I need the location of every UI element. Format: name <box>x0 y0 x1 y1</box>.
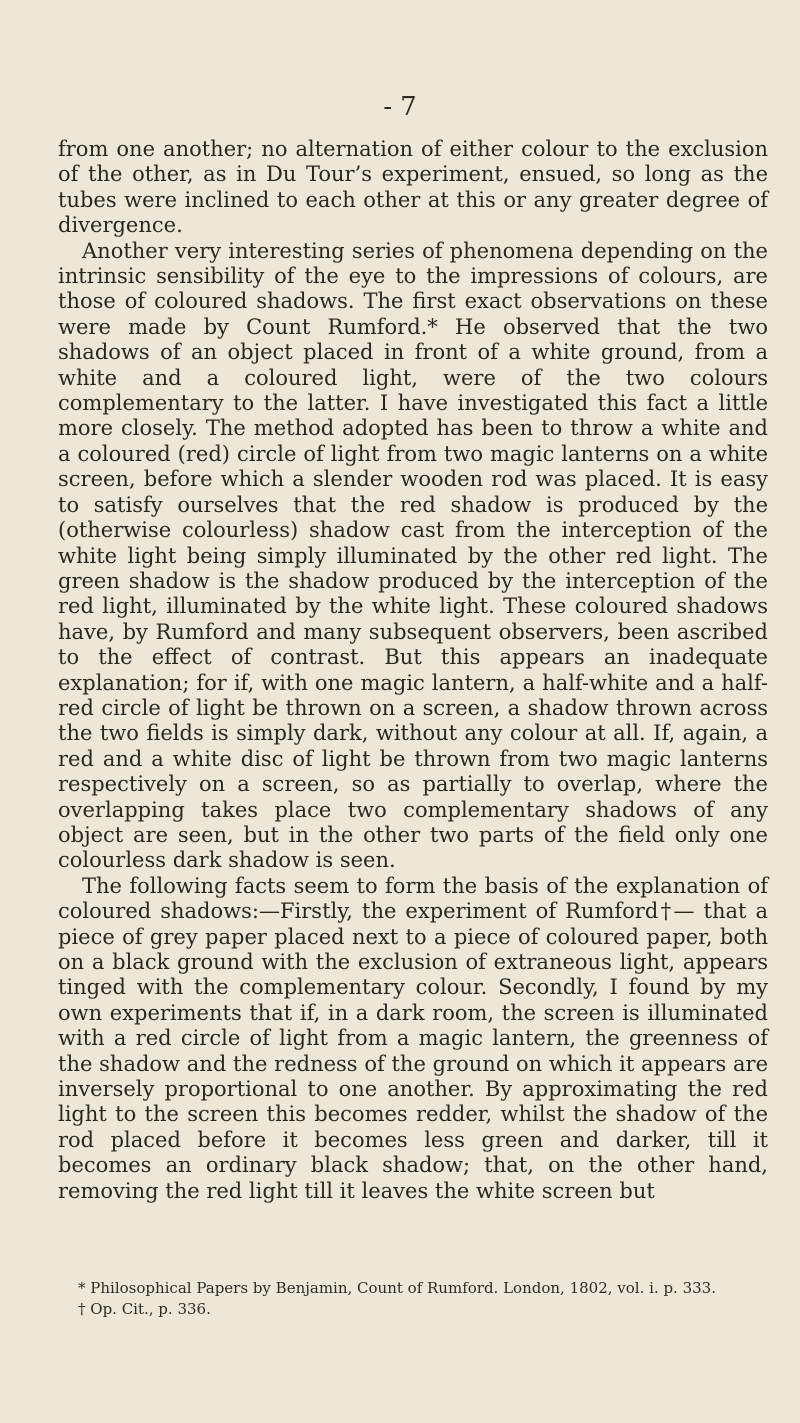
body-text <box>58 137 768 1204</box>
paragraph-coloured-shadows: Another very interesting series of phenomena depending on the intrinsic sensibility of the eye to the impressions of colours, are those of coloured shadows. The first exact observations on these were made by Count Rumford.* He observed that the two shadows of an object placed in front of a white ground, from a white and a coloured light, were of the two colours complementary to the latter. I have investigated this fact a little more closely. The method adopted has been to throw a white and a coloured (red) circle of light from two magic lanterns on a white screen, before which a slender wooden rod was placed. It is easy to satisfy ourselves that the red shadow is produced by the (otherwise colourless) shadow cast from the interception of the white light being simply illuminated by the other red light. The green shadow is the shadow produced by the interception of the red light, illuminated by the white light. These coloured shadows have, by Rumford and many subsequent observers, been ascribed to the effect of contrast. But this appears an inadequate explanation; for if, with one magic lantern, a half-white and a half-red circle of light be thrown on a screen, a shadow thrown across the two fields is simply dark, without any colour at all. If, again, a red and a white disc of light be thrown from two magic lanterns respectively on a screen, so as partially to overlap, where the overlapping takes place two complementary shadows of any object are seen, but in the other two parts of the field only one colourless dark shadow is seen. <box>58 238 768 873</box>
paragraph-explanation: The following facts seem to form the basis of the explanation of coloured shadows:—Firstly, the experiment of Rumford†— that a piece of grey paper placed next to a piece of coloured paper, both on a black ground with the exclusion of extraneous light, appears tinged with the complementary colour. Secondly, I found by my own experiments that if, in a dark room, the screen is illuminated with a red circle of light from a magic lantern, the greenness of the shadow and the redness of the ground on which it appears are inversely proportional to one another. By approximating the red light to the screen this becomes redder, whilst the shadow of the rod placed before it becomes less green and darker, till it becomes an ordinary black shadow; that, on the other hand, removing the red light till it leaves the white screen but <box>58 873 768 1203</box>
page-number-dash: - <box>383 92 393 122</box>
page-number-value: 7 <box>400 92 417 122</box>
page-number <box>0 92 800 122</box>
footnote-op-cit: † Op. Cit., p. 336. <box>78 1300 211 1318</box>
footnote-rumford-papers: * Philosophical Papers by Benjamin, Count of Rumford. London, 1802, vol. i. p. 333. <box>78 1279 716 1297</box>
paragraph-continuation: from one another; no alternation of either colour to the exclusion of the other, as in Du Tour’s experiment, ensued, so long as the tubes were inclined to each other at this or any greater degree of divergence. <box>58 137 768 238</box>
footnotes <box>58 1278 768 1320</box>
